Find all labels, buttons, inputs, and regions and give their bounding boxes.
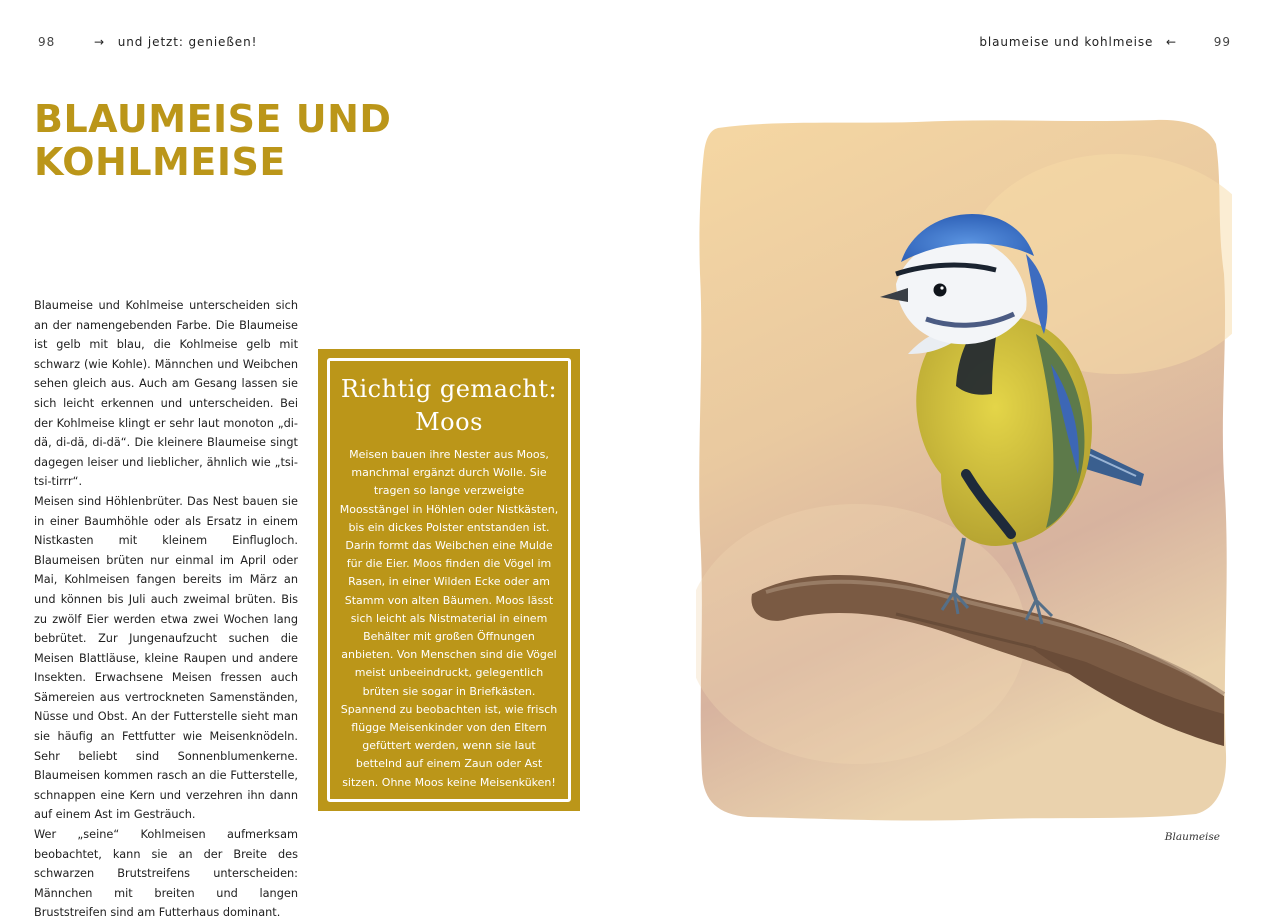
left-page-header bbox=[38, 35, 257, 49]
arrow-left-icon: ← bbox=[1166, 35, 1177, 49]
blue-tit-photo bbox=[696, 114, 1232, 826]
photo-caption: Blaumeise bbox=[1164, 831, 1220, 843]
info-box-title-line-2: Moos bbox=[415, 408, 483, 436]
title-line-1: BLAUMEISE UND bbox=[34, 97, 392, 141]
title-line-2: KOHLMEISE bbox=[34, 140, 286, 184]
paragraph-3: Wer „seine“ Kohlmeisen aufmerksam beobachtet, kann sie an der Breite des schwarzen Brutstreifens unterscheiden: Männchen mit breiten und langen Bruststreifen sind am Futterhaus dominant. bbox=[34, 828, 298, 920]
body-text bbox=[34, 296, 298, 923]
paragraph-1: Blaumeise und Kohlmeise unterscheiden sich an der namengebenden Farbe. Die Blaumeise ist gelb mit blau, die Kohlmeise gelb mit schwarz (wie Kohle). Männchen und Weibchen sehen gleich aus. Auch am Gesang lassen sie sich leicht erkennen und unterscheiden. Bei der Kohlmeise klingt er sehr laut monoton „di-dä, di-dä, di-dä“. Die kleinere Blaumeise singt dagegen leiser und lieblicher, ähnlich wie „tsi-tsi-tirrr“. bbox=[34, 299, 298, 489]
paragraph-2: Meisen sind Höhlenbrüter. Das Nest bauen sie in einer Baumhöhle oder als Ersatz in einem Nistkasten mit kleinem Einflugloch. Blaumeisen brüten nur einmal im April oder Mai, Kohlmeisen fangen bereits im März an und können bis Juli auch zweimal brüten. Bis zu zwölf Eier werden etwa zwei Wochen lang bebrütet. Zur Jungenaufzucht suchen die Meisen Blattläuse, kleine Raupen und andere Insekten. Erwachsene Meisen fressen auch Sämereien aus vertrockneten Samenständen, Nüsse und Obst. An der Futterstelle sieht man sie häufig an Fettfutter wie Meisenknödeln. Sehr beliebt sind Sonnenblumenkerne. Blaumeisen kommen rasch an die Futterstelle, schnappen eine Kern und verzehren ihn dann auf einem Ast im Gesträuch. bbox=[34, 494, 298, 822]
info-box bbox=[318, 349, 580, 811]
right-page-header bbox=[979, 35, 1231, 49]
right-running-title: blaumeise und kohlmeise bbox=[979, 35, 1154, 49]
left-running-title: und jetzt: genießen! bbox=[117, 35, 258, 49]
right-page-number: 99 bbox=[1213, 35, 1231, 49]
page-title bbox=[34, 98, 391, 184]
arrow-right-icon: → bbox=[94, 35, 105, 49]
info-box-title bbox=[332, 373, 566, 439]
left-page-number: 98 bbox=[38, 35, 56, 49]
info-box-text: Meisen bauen ihre Nester aus Moos, manchmal ergänzt durch Wolle. Sie tragen so lange verzweigte Moosstängel in Höhlen oder Nistkästen, bis ein dickes Polster entstanden ist. Darin formt das Weibchen eine Mulde für die Eier. Moos finden die Vögel im Rasen, in einer Wilden Ecke oder am Stamm von alten Bäumen. Moos lässt sich leicht als Nistmaterial in einem Behälter mit großen Öffnungen anbieten. Von Menschen sind die Vögel meist unbeeindruckt, gelegentlich brüten sie sogar in Briefkästen. Spannend zu beobachten ist, wie frisch flügge Meisenkinder von den Eltern gefüttert werden, wenn sie laut bettelnd auf einem Zaun oder Ast sitzen. Ohne Moos keine Meisenküken! bbox=[339, 448, 559, 789]
info-box-title-line-1: Richtig gemacht: bbox=[340, 375, 558, 403]
